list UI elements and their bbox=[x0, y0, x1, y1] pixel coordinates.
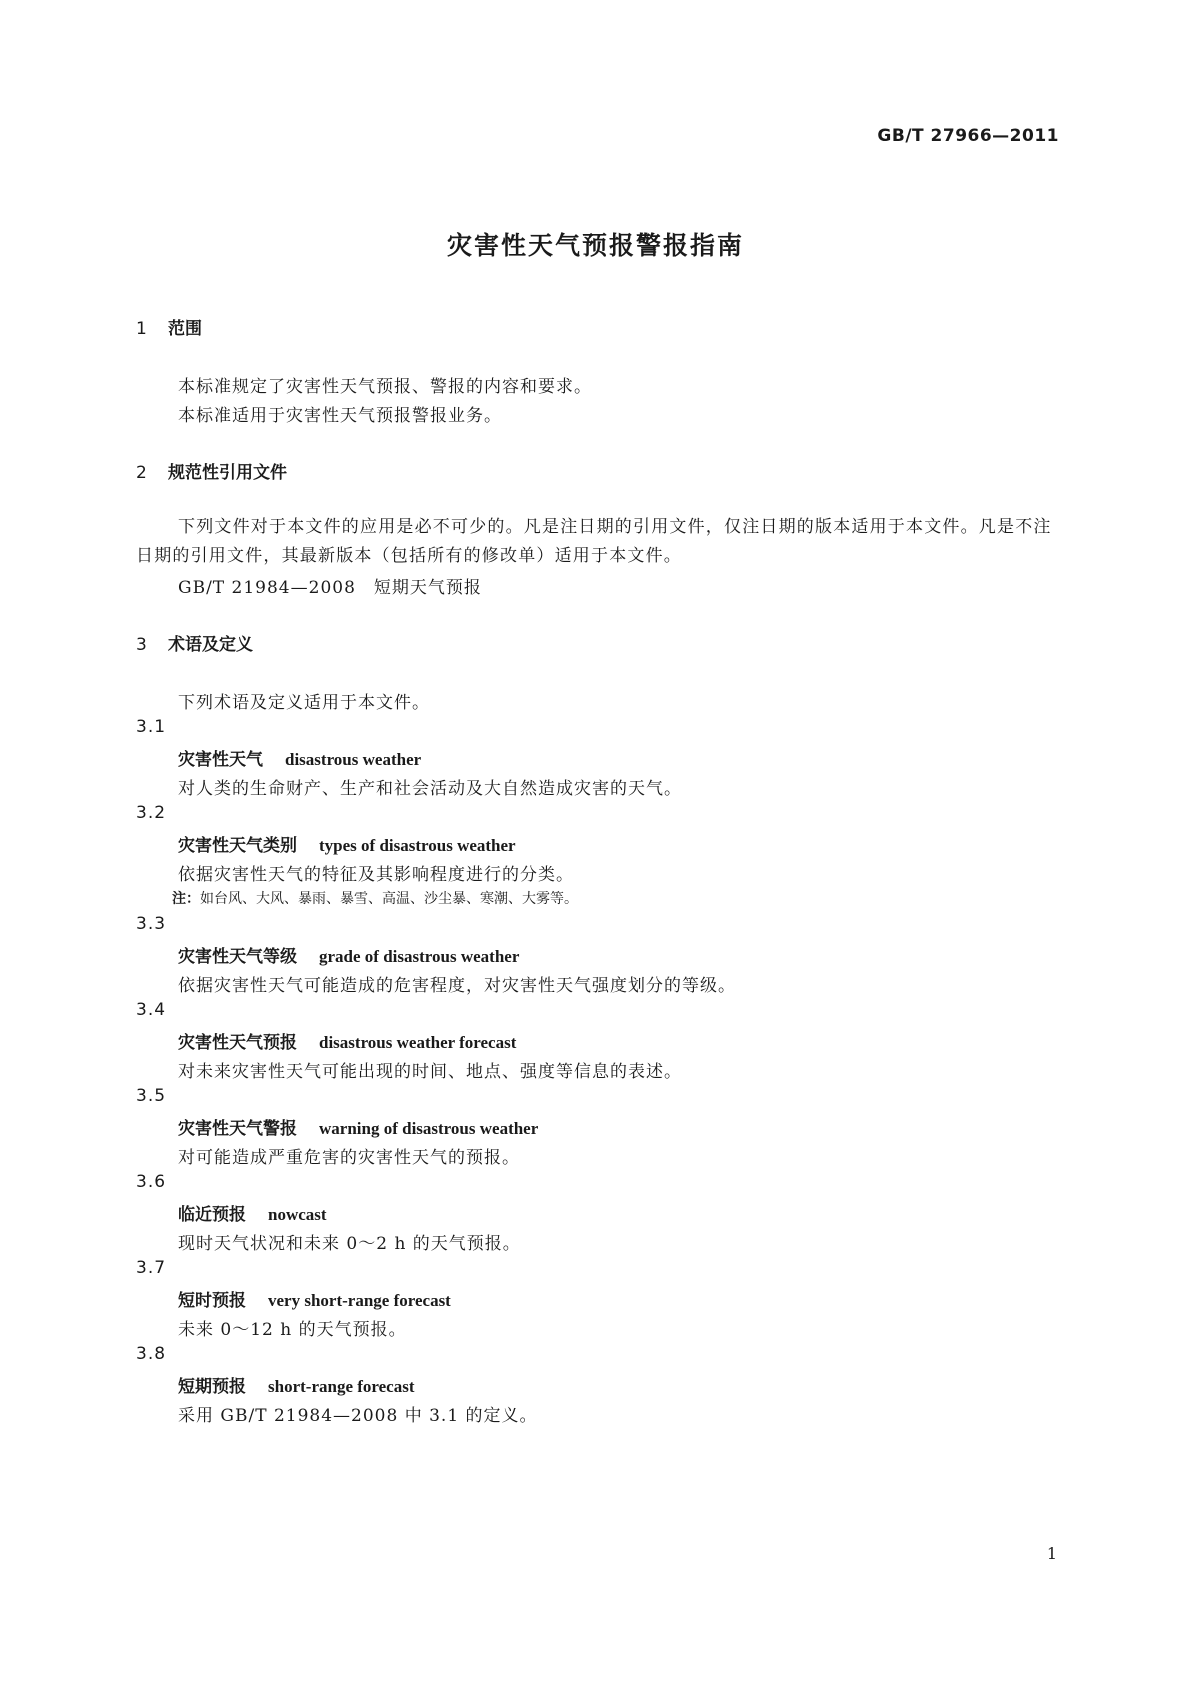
term-definition: 依据灾害性天气的特征及其影响程度进行的分类。 bbox=[178, 865, 574, 885]
term-definition: 依据灾害性天气可能造成的危害程度，对灾害性天气强度划分的等级。 bbox=[178, 976, 736, 996]
section-heading-terms bbox=[136, 630, 253, 655]
document-title: 灾害性天气预报警报指南 bbox=[446, 231, 744, 260]
note-text: 如台风、大风、暴雨、暴雪、高温、沙尘暴、寒潮、大雾等。 bbox=[200, 891, 578, 907]
term-heading bbox=[178, 1028, 516, 1053]
term-heading bbox=[178, 1200, 327, 1225]
term-english: grade of disastrous weather bbox=[319, 947, 520, 966]
term-number: 3.3 bbox=[136, 914, 167, 934]
term-note bbox=[172, 888, 578, 908]
term-heading bbox=[178, 1372, 415, 1397]
term-chinese: 灾害性天气等级 bbox=[178, 947, 297, 967]
term-heading bbox=[178, 1114, 538, 1139]
term-chinese: 灾害性天气 bbox=[178, 750, 263, 770]
reference-entry: GB/T 21984—2008 短期天气预报 bbox=[178, 578, 482, 598]
section-number: 1 bbox=[136, 319, 147, 339]
term-definition: 对可能造成严重危害的灾害性天气的预报。 bbox=[178, 1148, 520, 1168]
term-english: disastrous weather bbox=[285, 750, 422, 769]
term-definition: 采用 GB/T 21984—2008 中 3.1 的定义。 bbox=[178, 1406, 538, 1426]
term-english: nowcast bbox=[268, 1205, 327, 1224]
term-number: 3.8 bbox=[136, 1344, 167, 1364]
term-number: 3.7 bbox=[136, 1258, 167, 1278]
section-heading-references bbox=[136, 458, 287, 483]
term-english: warning of disastrous weather bbox=[319, 1119, 539, 1138]
references-intro-paragraph: 下列文件对于本文件的应用是必不可少的。凡是注日期的引用文件，仅注日期的版本适用于本文件。凡是不注日期的引用文件，其最新版本（包括所有的修改单）适用于本文件。 bbox=[136, 517, 1052, 566]
term-heading bbox=[178, 942, 519, 967]
section-heading-scope bbox=[136, 314, 202, 339]
term-chinese: 灾害性天气预报 bbox=[178, 1033, 297, 1053]
term-heading bbox=[178, 745, 421, 770]
term-english: types of disastrous weather bbox=[319, 836, 516, 855]
section-number: 2 bbox=[136, 463, 147, 483]
terms-intro-paragraph: 下列术语及定义适用于本文件。 bbox=[178, 693, 430, 713]
term-chinese: 灾害性天气类别 bbox=[178, 836, 297, 856]
section-title: 规范性引用文件 bbox=[168, 463, 287, 483]
scope-paragraph-2: 本标准适用于灾害性天气预报警报业务。 bbox=[178, 406, 502, 426]
scope-paragraph-1: 本标准规定了灾害性天气预报、警报的内容和要求。 bbox=[178, 377, 592, 397]
term-heading bbox=[178, 831, 516, 856]
section-title: 术语及定义 bbox=[168, 635, 253, 655]
term-english: short-range forecast bbox=[268, 1377, 415, 1396]
term-chinese: 短时预报 bbox=[178, 1291, 246, 1311]
section-title: 范围 bbox=[168, 319, 202, 339]
term-number: 3.2 bbox=[136, 803, 167, 823]
term-english: disastrous weather forecast bbox=[319, 1033, 517, 1052]
term-number: 3.6 bbox=[136, 1172, 167, 1192]
term-definition: 现时天气状况和未来 0～2 h 的天气预报。 bbox=[178, 1234, 521, 1254]
term-heading bbox=[178, 1286, 451, 1311]
term-number: 3.4 bbox=[136, 1000, 167, 1020]
term-definition: 未来 0～12 h 的天气预报。 bbox=[178, 1320, 407, 1340]
section-number: 3 bbox=[136, 635, 147, 655]
term-definition: 对人类的生命财产、生产和社会活动及大自然造成灾害的天气。 bbox=[178, 779, 682, 799]
term-chinese: 临近预报 bbox=[178, 1205, 246, 1225]
term-chinese: 灾害性天气警报 bbox=[178, 1119, 297, 1139]
term-chinese: 短期预报 bbox=[178, 1377, 246, 1397]
term-definition: 对未来灾害性天气可能出现的时间、地点、强度等信息的表述。 bbox=[178, 1062, 682, 1082]
term-number: 3.5 bbox=[136, 1086, 167, 1106]
standard-number: GB/T 27966—2011 bbox=[877, 126, 1059, 146]
page-number: 1 bbox=[1046, 1544, 1057, 1563]
term-number: 3.1 bbox=[136, 717, 167, 737]
term-english: very short-range forecast bbox=[268, 1291, 451, 1310]
note-label: 注： bbox=[172, 891, 200, 907]
